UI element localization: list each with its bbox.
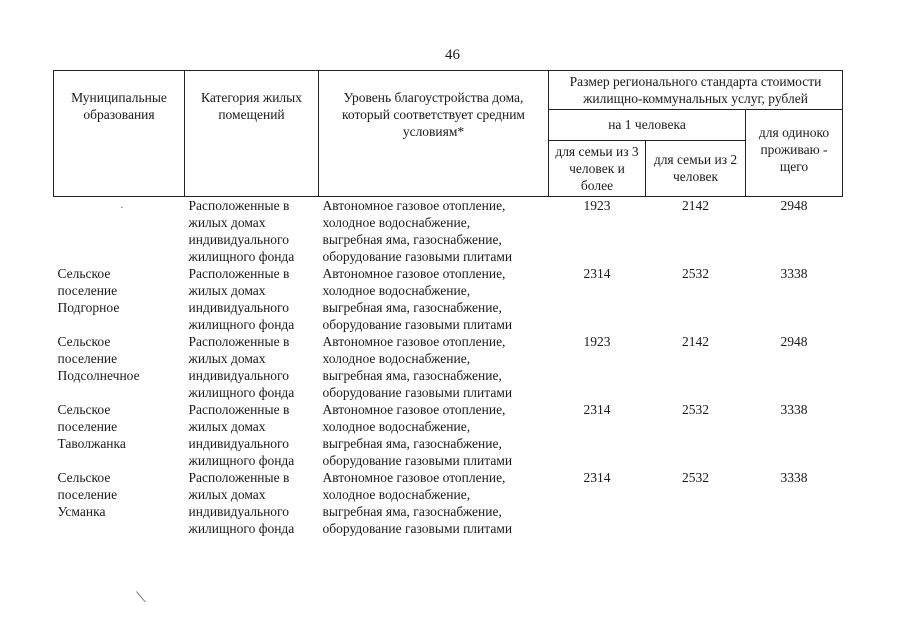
cell-category <box>185 265 319 333</box>
cell-municipality-line: Сельское <box>57 334 111 349</box>
cell-family3: 2314 <box>583 266 611 281</box>
header-level: Уровень благоустройства дома, который соответствует средним условиям* <box>319 71 549 197</box>
cell-municipality-line: поселение <box>57 419 118 434</box>
cell-category-line: Расположенные в <box>188 402 290 417</box>
header-family3: для семьи из 3 человек и более <box>549 141 646 197</box>
cell-level-line: оборудование газовыми плитами <box>322 385 513 400</box>
cell-municipality <box>54 401 185 469</box>
cell-category <box>185 401 319 469</box>
cell-municipality-line: поселение <box>57 487 118 502</box>
cell-municipality <box>54 265 185 333</box>
cell-category <box>185 197 319 266</box>
table-row <box>54 333 843 401</box>
cell-category-line: жилищного фонда <box>188 521 295 536</box>
cell-category-line: жилищного фонда <box>188 385 295 400</box>
cell-level <box>319 197 549 266</box>
cell-category-line: индивидуального <box>188 232 290 247</box>
cell-level-line: выгребная яма, газоснабжение, <box>322 232 502 247</box>
cell-level-line: оборудование газовыми плитами <box>322 249 513 264</box>
cell-level-line: Автономное газовое отопление, <box>322 470 506 485</box>
cell-single: 3338 <box>780 470 808 485</box>
cell-level-line: холодное водоснабжение, <box>322 487 471 502</box>
cell-category-line: индивидуального <box>188 300 290 315</box>
cell-category-line: жилых домах <box>188 487 266 502</box>
cell-municipality-line: поселение <box>57 351 118 366</box>
cell-family2: 2142 <box>682 334 709 349</box>
cell-level-line: оборудование газовыми плитами <box>322 453 513 468</box>
cell-municipality <box>54 333 185 401</box>
cell-municipality-line: Усманка <box>57 504 106 519</box>
cell-level-line: холодное водоснабжение, <box>322 351 471 366</box>
cell-level-line: холодное водоснабжение, <box>322 283 471 298</box>
cell-level-line: оборудование газовыми плитами <box>322 317 513 332</box>
cell-category-line: жилых домах <box>188 419 266 434</box>
housing-standard-table <box>53 70 843 537</box>
cell-level-line: Автономное газовое отопление, <box>322 402 506 417</box>
cell-level-line: выгребная яма, газоснабжение, <box>322 504 502 519</box>
page-number: 46 <box>445 47 460 63</box>
cell-municipality-line: Подгорное <box>57 300 120 315</box>
cell-category <box>185 333 319 401</box>
cell-family2: 2142 <box>682 198 709 213</box>
cell-family3: 2314 <box>583 402 611 417</box>
cell-municipality-line: Подсолнечное <box>57 368 140 383</box>
cell-category-line: Расположенные в <box>188 266 290 281</box>
cell-level-line: Автономное газовое отопление, <box>322 266 506 281</box>
cell-category-line: индивидуального <box>188 368 290 383</box>
table-row <box>54 265 843 333</box>
header-standard-size: Размер регионального стандарта стоимости жилищно-коммунальных услуг, рублей <box>549 71 843 110</box>
header-per-person: на 1 человека <box>549 110 746 141</box>
cell-municipality-line: Сельское <box>57 470 111 485</box>
cell-family2: 2532 <box>682 266 709 281</box>
cell-single: 2948 <box>780 334 808 349</box>
scan-speck: · <box>120 202 124 214</box>
cell-level <box>319 333 549 401</box>
cell-level-line: оборудование газовыми плитами <box>322 521 513 536</box>
cell-category-line: жилищного фонда <box>188 317 295 332</box>
cell-municipality <box>54 197 185 266</box>
cell-family3: 1923 <box>583 198 611 213</box>
cell-category-line: индивидуального <box>188 436 290 451</box>
cell-category-line: жилищного фонда <box>188 453 295 468</box>
cell-single: 3338 <box>780 402 808 417</box>
cell-municipality <box>54 469 185 537</box>
cell-municipality-line: поселение <box>57 283 118 298</box>
cell-level-line: холодное водоснабжение, <box>322 215 471 230</box>
cell-level-line: выгребная яма, газоснабжение, <box>322 436 502 451</box>
cell-category-line: индивидуального <box>188 504 290 519</box>
cell-level <box>319 401 549 469</box>
cell-level-line: Автономное газовое отопление, <box>322 198 506 213</box>
cell-category-line: жилых домах <box>188 215 266 230</box>
cell-family2: 2532 <box>682 402 709 417</box>
cell-family2: 2532 <box>682 470 709 485</box>
cell-category-line: жилых домах <box>188 283 266 298</box>
cell-level-line: выгребная яма, газоснабжение, <box>322 368 502 383</box>
cell-level <box>319 265 549 333</box>
cell-category-line: Расположенные в <box>188 334 290 349</box>
cell-category-line: жилых домах <box>188 351 266 366</box>
cell-category <box>185 469 319 537</box>
cell-category-line: Расположенные в <box>188 470 290 485</box>
cell-category-line: жилищного фонда <box>188 249 295 264</box>
cell-category-line: Расположенные в <box>188 198 290 213</box>
scan-speck: ⟍ <box>136 591 146 606</box>
cell-municipality-line: Сельское <box>57 402 111 417</box>
cell-level-line: Автономное газовое отопление, <box>322 334 506 349</box>
header-family2: для семьи из 2 человек <box>646 141 746 197</box>
cell-family3: 1923 <box>583 334 611 349</box>
cell-level <box>319 469 549 537</box>
table-row <box>54 469 843 537</box>
header-category: Категория жилых помещений <box>185 71 319 197</box>
header-single: для одиноко проживаю - щего <box>746 110 843 197</box>
cell-single: 2948 <box>780 198 808 213</box>
cell-family3: 2314 <box>583 470 611 485</box>
cell-single: 3338 <box>780 266 808 281</box>
header-municipality: Муниципальные образования <box>54 71 185 197</box>
cell-level-line: выгребная яма, газоснабжение, <box>322 300 502 315</box>
cell-municipality-line: Таволжанка <box>57 436 126 451</box>
cell-level-line: холодное водоснабжение, <box>322 419 471 434</box>
table-row <box>54 197 843 266</box>
cell-municipality-line: Сельское <box>57 266 111 281</box>
table-row <box>54 401 843 469</box>
